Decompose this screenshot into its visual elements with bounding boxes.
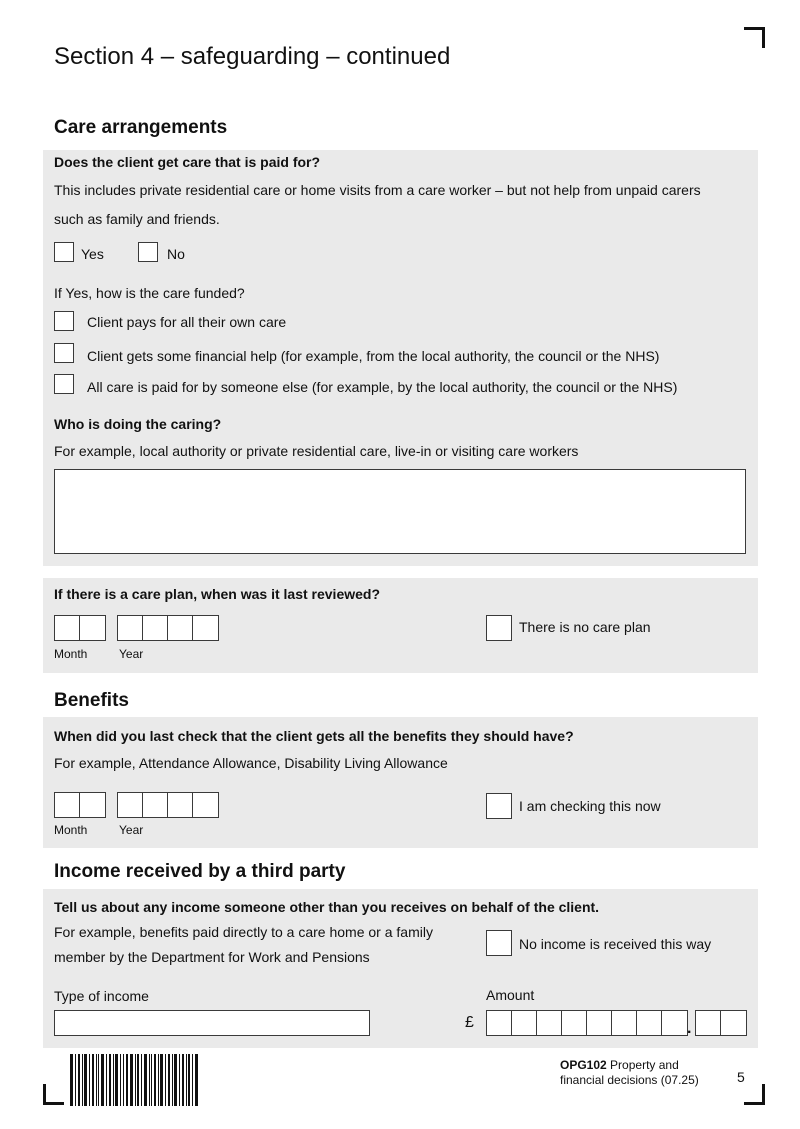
funded-option-checkbox[interactable] [54, 311, 74, 331]
income-type-label: Type of income [54, 988, 149, 1004]
income-type-input[interactable] [54, 1010, 370, 1036]
form-code: OPG102 [560, 1058, 607, 1072]
benefits-heading: Benefits [54, 690, 129, 711]
benefits-year-label: Year [119, 823, 144, 837]
care-funded-question: If Yes, how is the care funded? [54, 285, 245, 301]
no-income-checkbox[interactable] [486, 930, 512, 956]
paid-care-question: Does the client get care that is paid for? [54, 154, 321, 170]
care-plan-year-input[interactable] [117, 615, 219, 641]
corner-mark-top-right [744, 27, 765, 48]
no-care-plan-checkbox[interactable] [486, 615, 512, 641]
benefits-month-input[interactable] [54, 792, 106, 818]
barcode-icon [70, 1054, 200, 1106]
benefits-month-label: Month [54, 823, 88, 837]
corner-mark-bottom-right [744, 1084, 765, 1105]
no-income-label: No income is received this way [519, 936, 712, 952]
no-care-plan-label: There is no care plan [519, 619, 651, 635]
funded-option-checkbox[interactable] [54, 343, 74, 363]
no-checkbox[interactable] [138, 242, 158, 262]
third-party-question: Tell us about any income someone other than you receives on behalf of the client. [54, 899, 600, 915]
currency-symbol: £ [465, 1014, 474, 1031]
funded-option-label: Client pays for all their own care [87, 314, 287, 330]
third-party-hint-line2: member by the Department for Work and Pensions [54, 949, 370, 965]
page-number: 5 [737, 1069, 745, 1085]
corner-mark-bottom-left [43, 1084, 64, 1105]
care-plan-month-input[interactable] [54, 615, 106, 641]
care-plan-year-label: Year [119, 647, 144, 661]
checking-now-checkbox[interactable] [486, 793, 512, 819]
care-arrangements-heading: Care arrangements [54, 117, 228, 138]
care-plan-month-label: Month [54, 647, 88, 661]
decimal-point: . [687, 1020, 692, 1037]
funded-option-label: Client gets some financial help (for example, from the local authority, the council or the NHS) [87, 348, 660, 364]
who-caring-textarea[interactable] [54, 469, 746, 554]
form-reference [560, 1058, 679, 1072]
funded-option-label: All care is paid for by someone else (for example, by the local authority, the council or the NHS) [87, 379, 678, 395]
form-name: Property and [610, 1058, 679, 1072]
who-caring-question: Who is doing the caring? [54, 416, 222, 432]
paid-care-hint-line2: such as family and friends. [54, 211, 220, 227]
amount-pounds-input[interactable] [486, 1010, 688, 1036]
form-name-line2: financial decisions (07.25) [560, 1073, 699, 1087]
who-caring-hint: For example, local authority or private residential care, live-in or visiting care workers [54, 443, 579, 459]
third-party-heading: Income received by a third party [54, 861, 346, 882]
amount-label: Amount [486, 987, 535, 1003]
benefits-hint: For example, Attendance Allowance, Disability Living Allowance [54, 755, 448, 771]
yes-label: Yes [81, 246, 104, 262]
page-title: Section 4 – safeguarding – continued [54, 43, 451, 70]
yes-checkbox[interactable] [54, 242, 74, 262]
amount-pence-input[interactable] [695, 1010, 747, 1036]
funded-option-checkbox[interactable] [54, 374, 74, 394]
benefits-year-input[interactable] [117, 792, 219, 818]
care-plan-question: If there is a care plan, when was it last reviewed? [54, 586, 381, 602]
no-label: No [167, 246, 185, 262]
benefits-question: When did you last check that the client gets all the benefits they should have? [54, 728, 574, 744]
third-party-hint-line1: For example, benefits paid directly to a care home or a family [54, 924, 433, 940]
paid-care-hint-line1: This includes private residential care or home visits from a care worker – but not help from unpaid carers [54, 182, 701, 198]
checking-now-label: I am checking this now [519, 798, 661, 814]
